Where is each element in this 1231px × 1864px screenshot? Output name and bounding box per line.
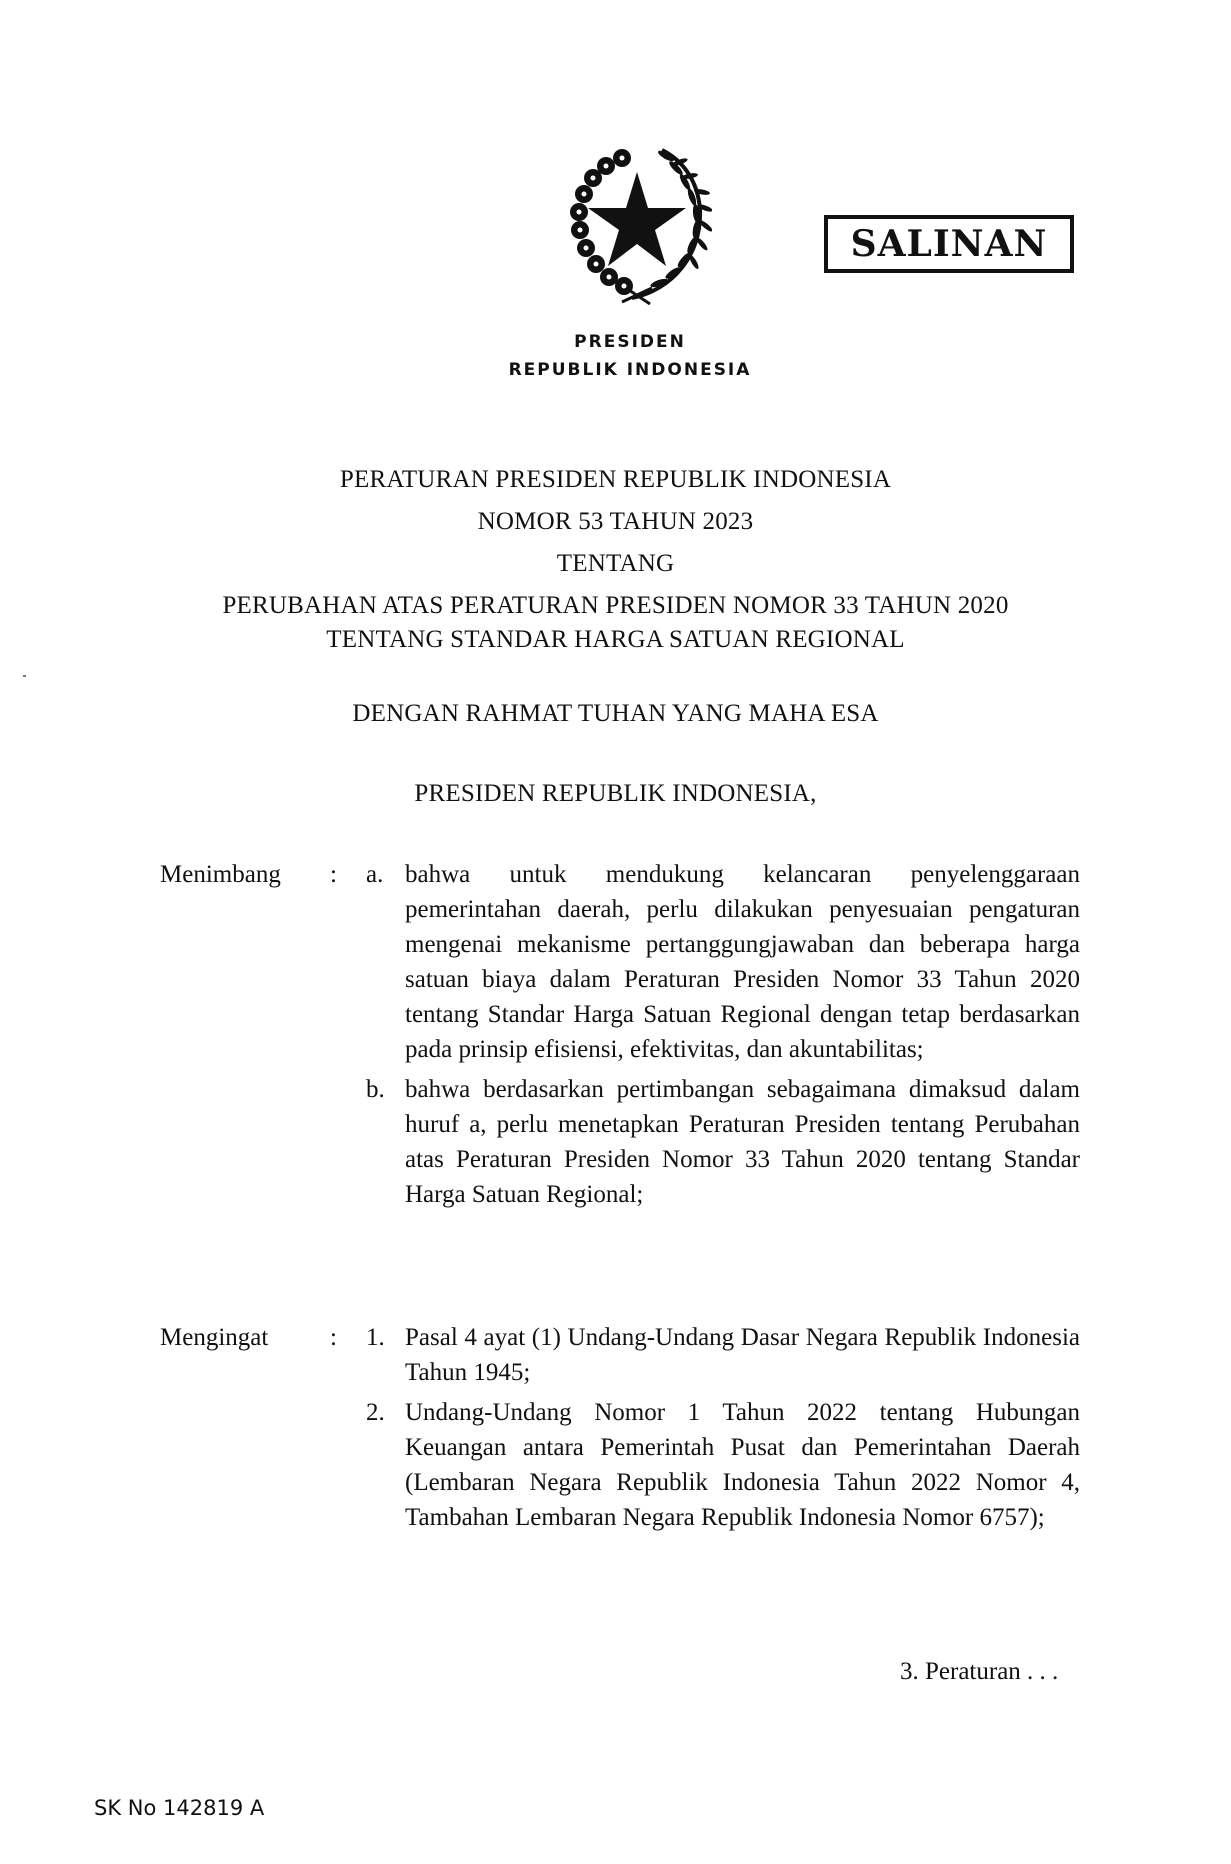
salinan-stamp: SALINAN [824, 215, 1074, 273]
item-number: 1. [366, 1324, 385, 1351]
star-wreath-icon [562, 140, 712, 310]
title-line-1: PERATURAN PRESIDEN REPUBLIK INDONESIA [339, 466, 892, 493]
issuer: PRESIDEN REPUBLIK INDONESIA, [414, 780, 817, 807]
continuation-marker: 3. Peraturan . . . [900, 1658, 1059, 1685]
title-line-2: NOMOR 53 TAHUN 2023 [477, 508, 754, 535]
item-text: bahwa untuk mendukung kelancaran penyelenggaraan pemerintahan daerah, perlu dilakukan penyesuaian pengaturan mengenai mekanisme pertanggungjawaban dan beberapa harga satuan biaya dalam Peraturan Presiden Nomor 33 Tahun 2020 tentang Standar Harga Satuan Regional dengan tetap berdasarkan pada prinsip efisiensi, efektivitas, dan akuntabilitas; [405, 861, 1080, 1063]
emblem-caption-republik: REPUBLIK INDONESIA [508, 360, 752, 380]
invocation: DENGAN RAHMAT TUHAN YANG MAHA ESA [352, 700, 879, 727]
mengingat-label: Mengingat [160, 1324, 269, 1351]
mengingat-item-1 [160, 1320, 1080, 1390]
menimbang-label: Menimbang [160, 861, 281, 888]
item-number: b. [366, 1076, 385, 1103]
item-number: 2. [366, 1399, 385, 1426]
menimbang-item-b [160, 1072, 1080, 1212]
item-text: Undang-Undang Nomor 1 Tahun 2022 tentang Hubungan Keuangan antara Pemerintah Pusat dan Pemerintahan Daerah (Lembaran Negara Republik Indonesia Tahun 2022 Nomor 4, Tambahan Lembaran Negara Republik Indonesia Nomor 6757); [405, 1399, 1080, 1531]
menimbang-item-a [160, 857, 1080, 1067]
menimbang-colon: : [330, 861, 337, 888]
title-line-5: TENTANG STANDAR HARGA SATUAN REGIONAL [326, 626, 905, 653]
menimbang-section [160, 857, 1080, 1217]
mengingat-item-2 [160, 1395, 1080, 1535]
mengingat-section [160, 1320, 1080, 1540]
mengingat-colon: : [330, 1324, 337, 1351]
item-text: Pasal 4 ayat (1) Undang-Undang Dasar Negara Republik Indonesia Tahun 1945; [405, 1324, 1080, 1386]
item-text: bahwa berdasarkan pertimbangan sebagaimana dimaksud dalam huruf a, perlu menetapkan Peraturan Presiden tentang Perubahan atas Peraturan Presiden Nomor 33 Tahun 2020 tentang Standar Harga Satuan Regional; [405, 1076, 1080, 1208]
presidential-emblem [562, 140, 712, 310]
scan-speck [23, 675, 26, 677]
sk-number: SK No 142819 A [94, 1796, 265, 1820]
title-line-3: TENTANG [556, 550, 675, 577]
title-line-4: PERUBAHAN ATAS PERATURAN PRESIDEN NOMOR 33 TAHUN 2020 [222, 592, 1009, 619]
emblem-caption-presiden: PRESIDEN [574, 332, 686, 352]
item-number: a. [366, 861, 384, 888]
